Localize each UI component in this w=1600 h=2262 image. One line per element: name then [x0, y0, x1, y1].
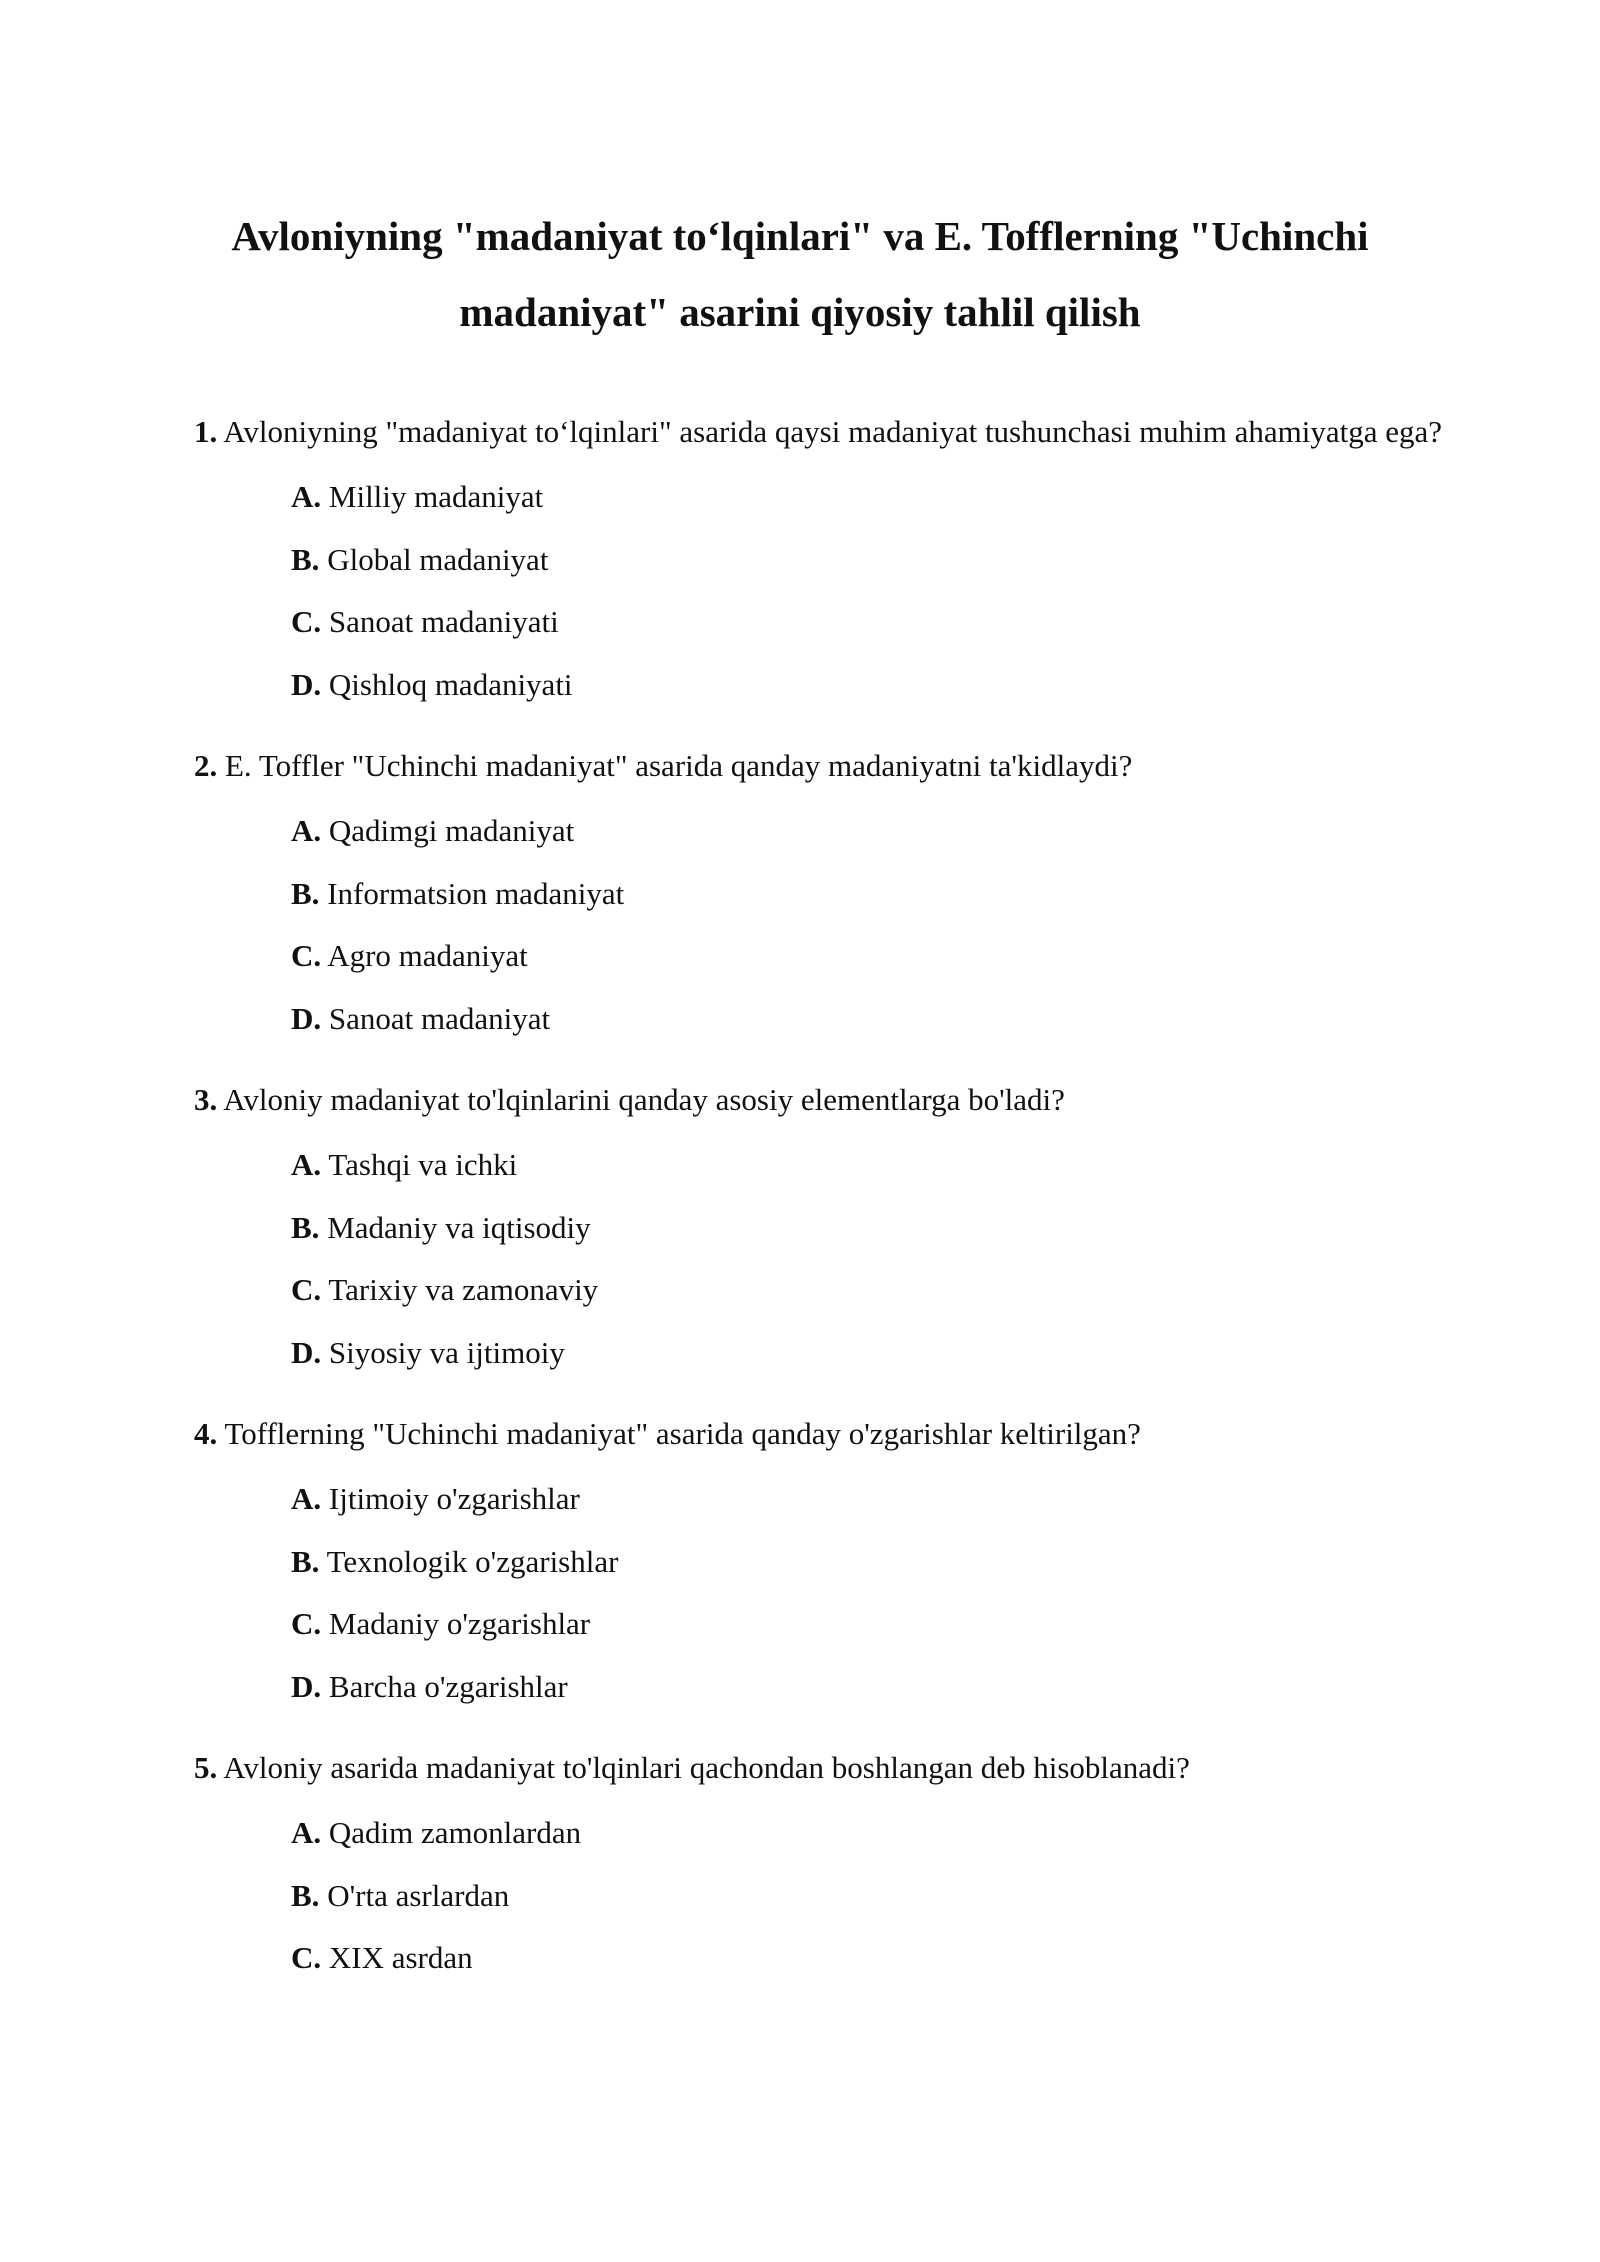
- option-text: Tashqi va ichki: [328, 1147, 518, 1182]
- option-a: [291, 1134, 1444, 1197]
- option-text: Siyosiy va ijtimoiy: [328, 1334, 565, 1370]
- option-list: [194, 466, 1444, 716]
- option-text: O'rta asrlardan: [327, 1877, 510, 1913]
- option-text: Qadim zamonlardan: [328, 1815, 582, 1850]
- option-a: [291, 1802, 1444, 1865]
- option-letter: B.: [291, 1877, 320, 1913]
- question-number: 1.: [194, 414, 218, 449]
- option-text: XIX asrdan: [328, 1940, 473, 1975]
- question-prompt: Avloniyning "madaniyat to‘lqinlari" asarida qaysi madaniyat tushunchasi muhim ahamiyatga ega?: [223, 414, 1443, 449]
- option-c: [291, 1259, 1444, 1322]
- title-line-2: madaniyat" asarini qiyosiy tahlil qilish: [459, 289, 1141, 335]
- question-4: [194, 1406, 1444, 1718]
- option-text: Agro madaniyat: [327, 938, 528, 973]
- question-number: 4.: [194, 1416, 218, 1451]
- option-letter: A.: [291, 479, 322, 514]
- option-b: [291, 863, 1444, 926]
- question-text: [194, 1072, 1444, 1128]
- option-letter: D.: [291, 1334, 322, 1370]
- question-2: [194, 738, 1444, 1050]
- option-text: Sanoat madaniyati: [328, 604, 559, 639]
- option-letter: D.: [291, 666, 322, 702]
- option-a: [291, 466, 1444, 529]
- question-number: 3.: [194, 1082, 218, 1117]
- option-letter: C.: [291, 938, 322, 973]
- question-number: 5.: [194, 1750, 218, 1785]
- option-c: [291, 1593, 1444, 1656]
- option-letter: B.: [291, 875, 320, 911]
- option-list: [194, 1134, 1444, 1384]
- option-text: Informatsion madaniyat: [327, 875, 625, 911]
- option-letter: B.: [291, 1543, 320, 1579]
- option-letter: C.: [291, 1272, 322, 1307]
- question-text: [194, 404, 1444, 460]
- option-letter: A.: [291, 1147, 322, 1182]
- question-number: 2.: [194, 748, 218, 783]
- option-b: [291, 1197, 1444, 1260]
- option-letter: B.: [291, 1209, 320, 1245]
- question-text: [194, 1406, 1444, 1462]
- option-a: [291, 800, 1444, 863]
- option-text: Madaniy va iqtisodiy: [327, 1209, 591, 1245]
- option-text: Sanoat madaniyat: [328, 1000, 551, 1036]
- option-text: Global madaniyat: [327, 541, 549, 577]
- question-text: [194, 1740, 1444, 1796]
- question-list: [194, 404, 1444, 2012]
- question-prompt: Avloniy madaniyat to'lqinlarini qanday asosiy elementlarga bo'ladi?: [223, 1082, 1065, 1117]
- option-letter: C.: [291, 1606, 322, 1641]
- option-letter: D.: [291, 1668, 322, 1704]
- option-list: [194, 1468, 1444, 1718]
- question-prompt: Avloniy asarida madaniyat to'lqinlari qachondan boshlangan deb hisoblanadi?: [223, 1750, 1190, 1785]
- option-letter: D.: [291, 1000, 322, 1036]
- option-c: [291, 591, 1444, 654]
- option-letter: A.: [291, 813, 322, 848]
- option-b: [291, 1531, 1444, 1594]
- option-d: [291, 1656, 1444, 1719]
- option-text: Madaniy o'zgarishlar: [328, 1606, 591, 1641]
- option-d: [291, 654, 1444, 717]
- option-text: Milliy madaniyat: [328, 479, 544, 514]
- document-title: [150, 198, 1450, 350]
- option-letter: C.: [291, 1940, 322, 1975]
- option-text: Qishloq madaniyati: [328, 666, 573, 702]
- title-line-1: Avloniyning "madaniyat to‘lqinlari" va E. Tofflerning "Uchinchi: [231, 213, 1369, 259]
- option-a: [291, 1468, 1444, 1531]
- option-d: [291, 1322, 1444, 1385]
- option-c: [291, 925, 1444, 988]
- option-b: [291, 1865, 1444, 1928]
- question-1: [194, 404, 1444, 716]
- option-list: [194, 800, 1444, 1050]
- option-letter: B.: [291, 541, 320, 577]
- question-3: [194, 1072, 1444, 1384]
- option-b: [291, 529, 1444, 592]
- option-text: Qadimgi madaniyat: [328, 813, 575, 848]
- option-text: Texnologik o'zgarishlar: [326, 1543, 619, 1579]
- question-5: [194, 1740, 1444, 1990]
- question-prompt: Tofflerning "Uchinchi madaniyat" asarida qanday o'zgarishlar keltirilgan?: [224, 1416, 1141, 1451]
- question-text: [194, 738, 1444, 794]
- option-c: [291, 1927, 1444, 1990]
- option-list: [194, 1802, 1444, 1990]
- option-letter: A.: [291, 1815, 322, 1850]
- option-text: Ijtimoiy o'zgarishlar: [328, 1481, 580, 1516]
- option-text: Barcha o'zgarishlar: [328, 1668, 568, 1704]
- option-d: [291, 988, 1444, 1051]
- option-letter: C.: [291, 604, 322, 639]
- option-letter: A.: [291, 1481, 322, 1516]
- question-prompt: E. Toffler "Uchinchi madaniyat" asarida qanday madaniyatni ta'kidlaydi?: [225, 748, 1133, 783]
- option-text: Tarixiy va zamonaviy: [328, 1272, 599, 1307]
